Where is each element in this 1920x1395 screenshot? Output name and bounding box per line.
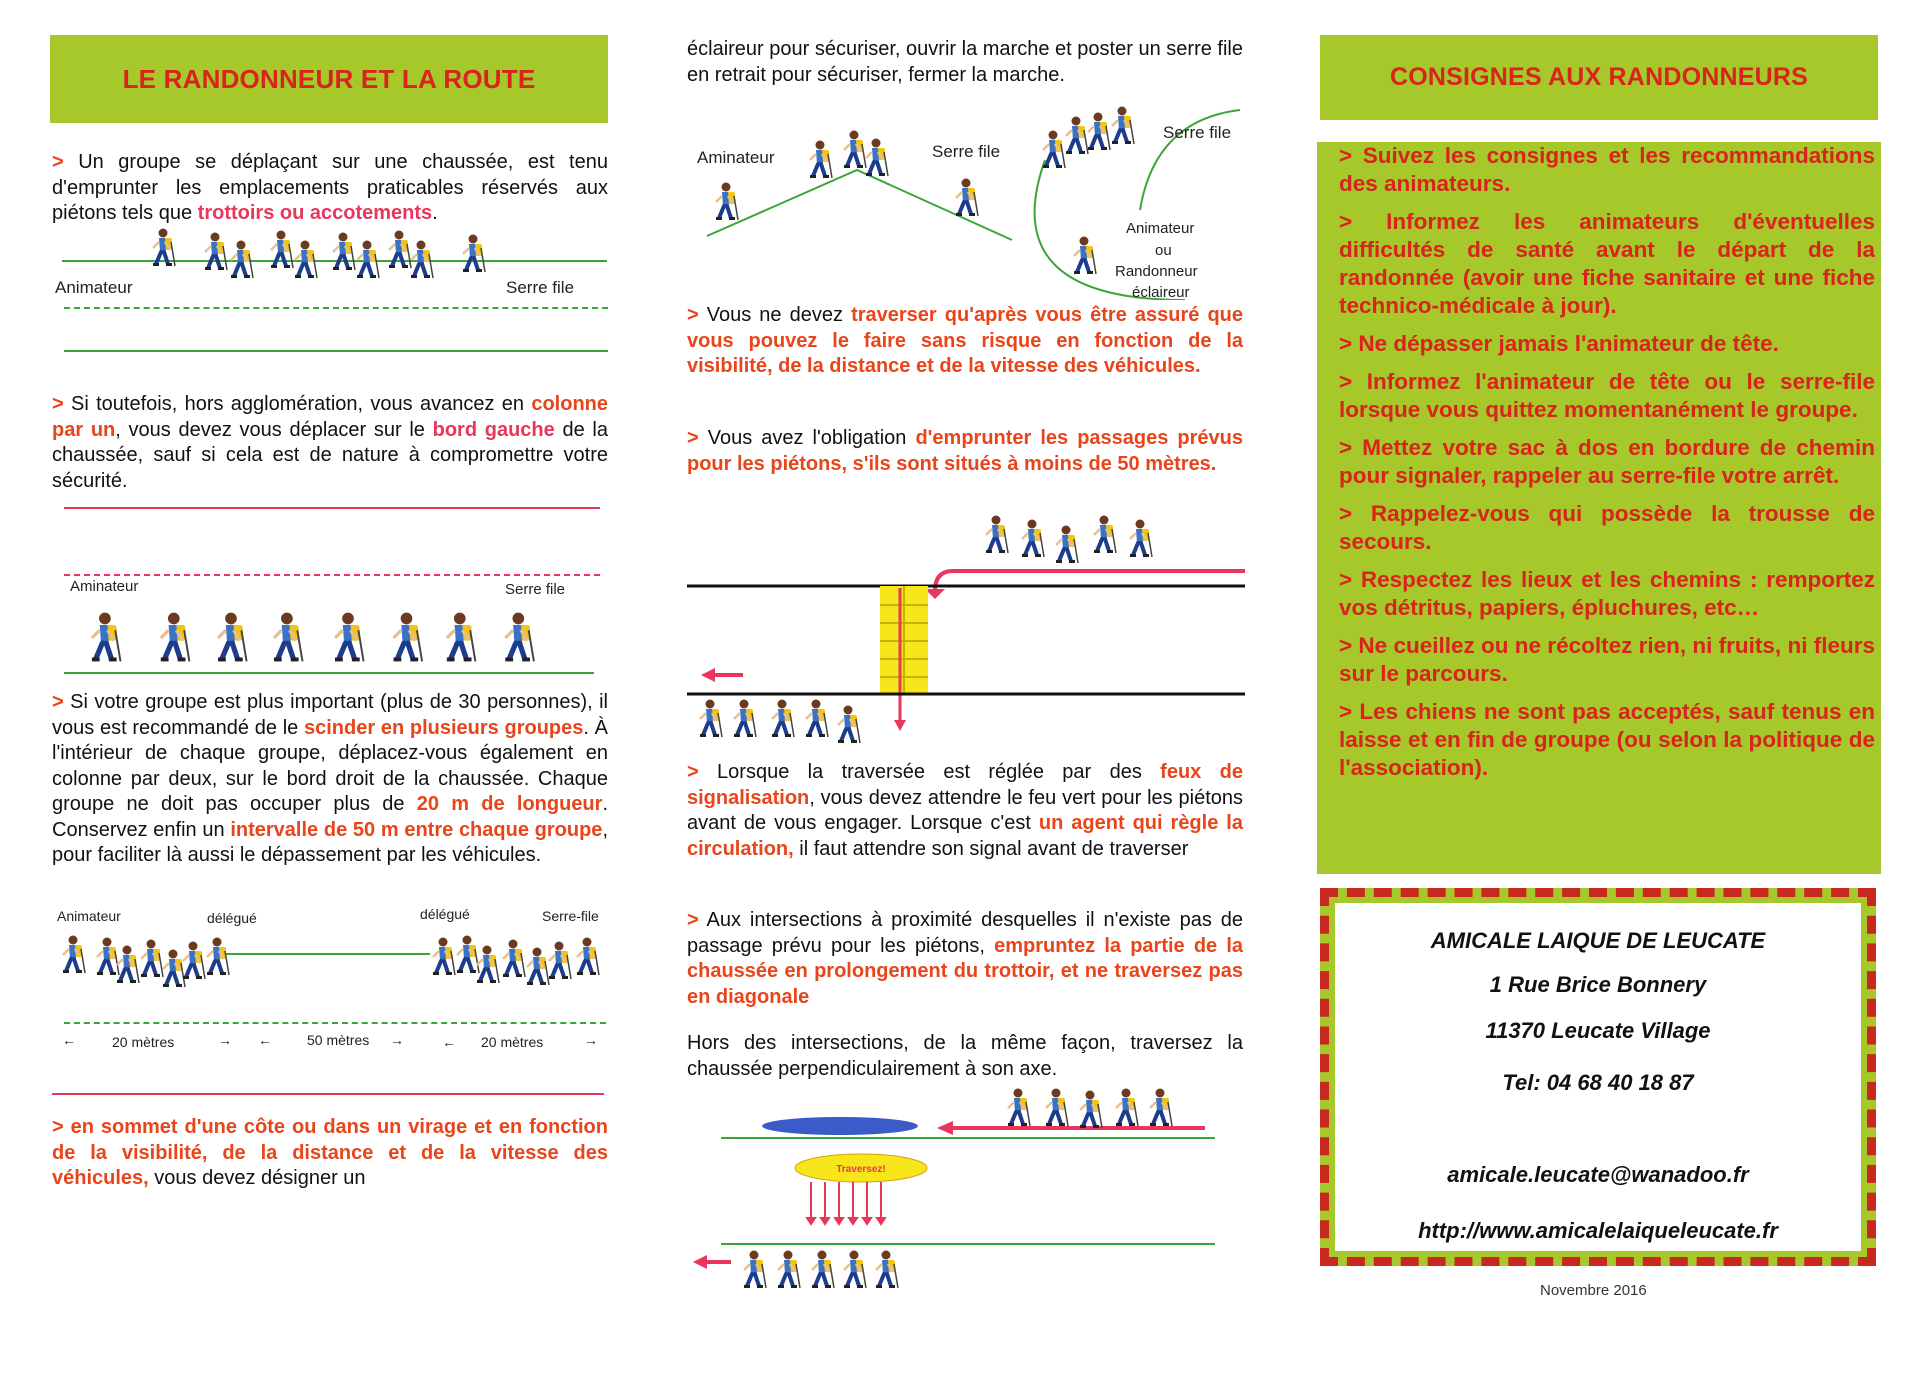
email-link[interactable]: amicale.leucate@wanadoo.fr — [1447, 1162, 1749, 1187]
road-line-pink-dashed — [64, 574, 600, 576]
list-item: > Rappelez-vous qui possède la trousse de secours. — [1339, 501, 1875, 554]
bullet-marker: > — [687, 427, 699, 449]
divider-pink — [52, 1093, 604, 1095]
list-item: > Ne dépasser jamais l'animateur de tête. — [1339, 331, 1779, 356]
city-address: 11370 Leucate Village — [1485, 1018, 1711, 1043]
org-name: AMICALE LAIQUE DE LEUCATE — [1430, 928, 1766, 953]
list-item: > Les chiens ne sont pas acceptés, sauf tenus en laisse et en fin de groupe (ou selon la politique de l'association). — [1339, 699, 1875, 780]
list-item: > Mettez votre sac à dos en bordure de chemin pour signaler, rappeler au serre-file votre arrêt. — [1339, 435, 1875, 488]
text: Vous avez l'obligation — [698, 427, 916, 449]
address-card — [1320, 888, 1876, 1266]
label-randonneur: Randonneur — [1115, 263, 1198, 280]
road-edge — [64, 350, 608, 352]
label-serre-file: Serre file — [932, 142, 1001, 161]
section-title: CONSIGNES AUX RANDONNEURS — [1389, 63, 1808, 91]
bullet-marker: > — [687, 909, 699, 931]
label-delegue: délégué — [420, 906, 470, 922]
distance-arrow-left: ← — [258, 1032, 272, 1048]
paragraph-perpendicular: Hors des intersections, de la même façon, traversez la chaussée perpendiculairement à son axe. — [687, 1032, 1243, 1080]
distance-arrow-right: → — [584, 1032, 598, 1048]
text: il faut attendre son signal avant de traverser — [793, 837, 1189, 860]
highlight: un agent qui règle la circulation, — [687, 812, 1243, 860]
label-serre-file: Serre file — [506, 278, 575, 297]
label-animateur: Animateur — [1126, 220, 1195, 237]
distance-label: 50 mètres — [307, 1032, 370, 1048]
crossing-signal-label: Traversez! — [836, 1164, 886, 1175]
list-item: > Informez l'animateur de tête ou le serre-file lorsque vous quittez momentanément le groupe. — [1339, 369, 1875, 422]
paragraph-left-edge — [52, 392, 608, 494]
label-serre-file: Serre-file — [542, 908, 599, 924]
section-title: LE RANDONNEUR ET LA ROUTE — [122, 63, 536, 94]
text: Si votre groupe est plus important (plus de 30 personnes), il vous est recommandé de le — [52, 691, 608, 739]
label-aminateur: Aminateur — [70, 578, 139, 595]
label-aminateur: Aminateur — [697, 148, 775, 167]
bullet-marker: > — [687, 304, 699, 326]
bullet-marker: > — [687, 761, 699, 783]
hiker-group — [150, 228, 490, 288]
highlight: intervalle de 50 m entre chaque groupe — [230, 818, 603, 841]
text: . À l'intérieur de chaque groupe, déplacez-vous également en colonne par deux, sur le bord droit de la chaussée. Chaque groupe ne doit pas occuper plus de — [52, 716, 609, 815]
hiker-single-file — [88, 612, 568, 670]
paragraph-scout: éclaireur pour sécuriser, ouvrir la marche et poster un serre file en retrait pour sécuriser, fermer la marche. — [687, 38, 1243, 86]
paragraph-traffic-lights — [687, 760, 1243, 862]
diagram-crosswalk — [685, 505, 1250, 755]
bullet-marker: > — [52, 151, 64, 173]
text: vous devez désigner un — [148, 1167, 366, 1189]
highlight: trottoirs ou accotements — [197, 202, 433, 224]
text: Lorsque la traversée est réglée par des — [698, 761, 1161, 783]
distance-arrow-left: ← — [442, 1034, 456, 1050]
paragraph-hilltop — [52, 1115, 608, 1192]
title-banner-right — [1320, 35, 1878, 120]
text: Aux intersections à proximité desquelles il n'existe pas de passage prévu pour les piétons, — [687, 909, 1243, 957]
paragraph-split-groups — [52, 690, 608, 869]
hiker-group-1 — [60, 935, 240, 995]
website-link[interactable]: http://www.amicalelaiqueleucate.fr — [1418, 1218, 1778, 1243]
road-line — [225, 953, 430, 955]
list-item: > Informez les animateurs d'éventuelles difficultés de santé avant le départ de la randonnée (avoir une fiche sanitaire et une fiche technico-médicale à jour). — [1339, 209, 1875, 318]
label-serre-file-2: Serre file — [1163, 123, 1232, 142]
list-item: > Respectez les lieux et les chemins : remportez vos détritus, papiers, épluchures, etc… — [1339, 567, 1875, 620]
paragraph-crosswalk — [687, 426, 1243, 477]
rules-list — [1317, 142, 1881, 874]
highlight: 20 m de longueur — [416, 793, 603, 815]
bullet-marker: > — [52, 691, 64, 713]
street-address: 1 Rue Brice Bonnery — [1489, 972, 1707, 997]
text: Si toutefois, hors agglomération, vous avancez en — [63, 393, 532, 415]
paragraph-intersections — [687, 908, 1243, 1010]
label-eclaireur: éclaireur — [1132, 284, 1190, 301]
text: de la chaussée, sauf si cela est de nature à compromettre votre sécurité. — [52, 418, 608, 492]
road-line — [64, 672, 594, 674]
road-edge-dashed — [64, 1022, 606, 1024]
road-edge-dashed — [64, 307, 608, 309]
list-item: > Ne cueillez ou ne récoltez rien, ni fruits, ni fleurs sur le parcours. — [1339, 633, 1875, 686]
highlight: bord gauche — [432, 418, 555, 441]
highlight: d'emprunter les passages prévus pour les piétons, s'ils sont situés à moins de 50 mètres. — [687, 427, 1244, 475]
publication-date: Novembre 2016 — [1540, 1282, 1647, 1299]
highlight: empruntez la partie de la chaussée en prolongement du trottoir, et ne traversez pas en diagonale — [687, 934, 1243, 1008]
distance-arrow-left: ← — [62, 1032, 76, 1048]
distance-label: 20 mètres — [112, 1034, 175, 1050]
bullet-marker: > — [52, 393, 64, 415]
title-banner-left — [50, 35, 608, 123]
hikers-illustration — [430, 935, 610, 995]
distance-arrow-right: → — [218, 1032, 232, 1048]
label-ou: ou — [1155, 242, 1172, 259]
text: . — [432, 202, 438, 224]
label-delegue: délégué — [207, 910, 257, 926]
diagram-perpendicular-crossing — [685, 1082, 1245, 1302]
highlight: colonne par un — [52, 393, 608, 441]
highlight: > en sommet d'une côte ou dans un virage et en fonction de la visibilité, de la distance et de la vitesse des véhicules, — [52, 1116, 608, 1189]
phone-number: Tel: 04 68 40 18 87 — [1502, 1070, 1694, 1095]
label-serre-file: Serre file — [505, 581, 566, 598]
paragraph-cross-safely — [687, 303, 1243, 380]
text: , vous devez vous déplacer sur le — [115, 418, 433, 441]
hikers-illustration — [150, 228, 490, 288]
hiker-group-2 — [430, 935, 610, 995]
text: , pour faciliter là aussi le dépassement par les véhicules. — [52, 818, 608, 866]
road-line-pink — [64, 507, 600, 509]
label-animateur: Animateur — [57, 908, 121, 924]
highlight: scinder en plusieurs groupes — [303, 716, 584, 739]
hikers-illustration — [60, 935, 240, 995]
hikers-illustration — [88, 612, 568, 670]
text: , vous devez attendre le feu vert pour les piétons avant de vous engager. Lorsque c'est — [687, 786, 1243, 834]
distance-arrow-right: → — [390, 1032, 404, 1048]
address-card-inner — [1335, 903, 1861, 1251]
text: . Conservez enfin un — [52, 793, 608, 841]
highlight: traverser qu'après vous être assuré que vous pouvez le faire sans risque en fonction de la visibilité, de la distance et de la vitesse des véhicules. — [687, 304, 1243, 377]
distance-label: 20 mètres — [481, 1034, 544, 1050]
label-animateur: Animateur — [55, 278, 133, 297]
paragraph-sidewalks — [52, 150, 608, 227]
text: Vous ne devez — [698, 304, 852, 326]
list-item: > Suivez les consignes et les recommandations des animateurs. — [1339, 143, 1875, 196]
highlight: feux de signalisation — [687, 761, 1243, 809]
text: Un groupe se déplaçant sur une chaussée, est tenu d'emprunter les emplacements praticables réservés aux piétons tels que — [52, 151, 608, 224]
